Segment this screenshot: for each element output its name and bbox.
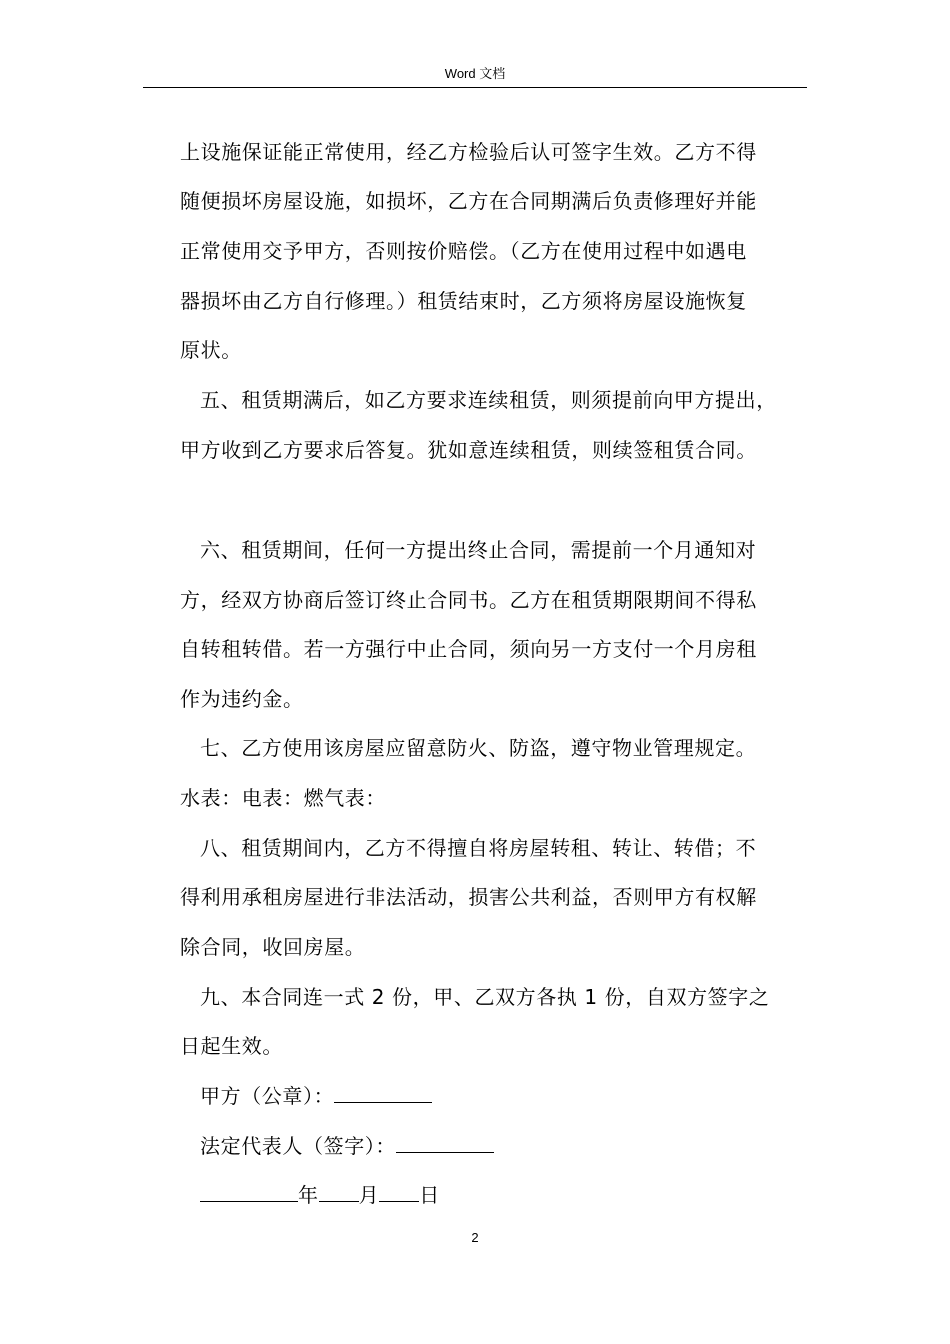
- month-label: 月: [358, 1183, 380, 1207]
- body-line: 除合同，收回房屋。: [180, 935, 366, 959]
- page-number: 2: [471, 1230, 479, 1245]
- body-line: 随便损坏房屋设施，如损坏，乙方在合同期满后负责修理好并能: [180, 189, 757, 213]
- legal-rep-signature-line: [200, 1132, 494, 1160]
- clause-6-start: 六、租赁期间，任何一方提出终止合同，需提前一个月通知对: [200, 538, 757, 562]
- body-line: 正常使用交予甲方，否则按价赔偿。（乙方在使用过程中如遇电: [180, 239, 747, 263]
- header-divider: [143, 87, 807, 88]
- month-blank[interactable]: [319, 1181, 359, 1202]
- clause-8-start: 八、租赁期间内，乙方不得擅自将房屋转租、转让、转借；不: [200, 836, 757, 860]
- body-line: 器损坏由乙方自行修理。）租赁结束时，乙方须将房屋设施恢复: [180, 289, 747, 313]
- day-label: 日: [419, 1183, 440, 1207]
- legal-rep-label: 法定代表人（签字）：: [200, 1134, 396, 1158]
- meter-readings: 水表：电表：燃气表：: [180, 786, 386, 810]
- page-header: Word 文档: [444, 66, 506, 81]
- body-line: 方，经双方协商后签订终止合同书。乙方在租赁期限期间不得私: [180, 588, 757, 612]
- body-line: 原状。: [180, 338, 242, 362]
- body-line: 自转租转借。若一方强行中止合同，须向另一方支付一个月房租: [180, 637, 757, 661]
- year-blank[interactable]: [200, 1181, 298, 1202]
- year-label: 年: [298, 1183, 319, 1207]
- body-line: 甲方收到乙方要求后答复。犹如意连续租赁，则续签租赁合同。: [180, 438, 757, 462]
- party-a-blank[interactable]: [334, 1082, 432, 1103]
- clause-5-start: 五、租赁期满后，如乙方要求连续租赁，则须提前向甲方提出，: [200, 388, 777, 412]
- body-line: 日起生效。: [180, 1034, 283, 1058]
- body-line: 得利用承租房屋进行非法活动，损害公共利益，否则甲方有权解: [180, 885, 757, 909]
- legal-rep-blank[interactable]: [396, 1132, 494, 1153]
- party-a-label: 甲方（公章）：: [200, 1084, 335, 1108]
- body-line: 上设施保证能正常使用，经乙方检验后认可签字生效。乙方不得: [180, 140, 757, 164]
- clause-9-start: 九、本合同连一式 2 份，甲、乙双方各执 1 份，自双方签字之: [200, 985, 770, 1009]
- date-line: [200, 1181, 440, 1209]
- body-line: 作为违约金。: [180, 687, 304, 711]
- day-blank[interactable]: [379, 1181, 419, 1202]
- clause-7-start: 七、乙方使用该房屋应留意防火、防盗，遵守物业管理规定。: [200, 736, 757, 760]
- party-a-signature-line: [200, 1082, 432, 1110]
